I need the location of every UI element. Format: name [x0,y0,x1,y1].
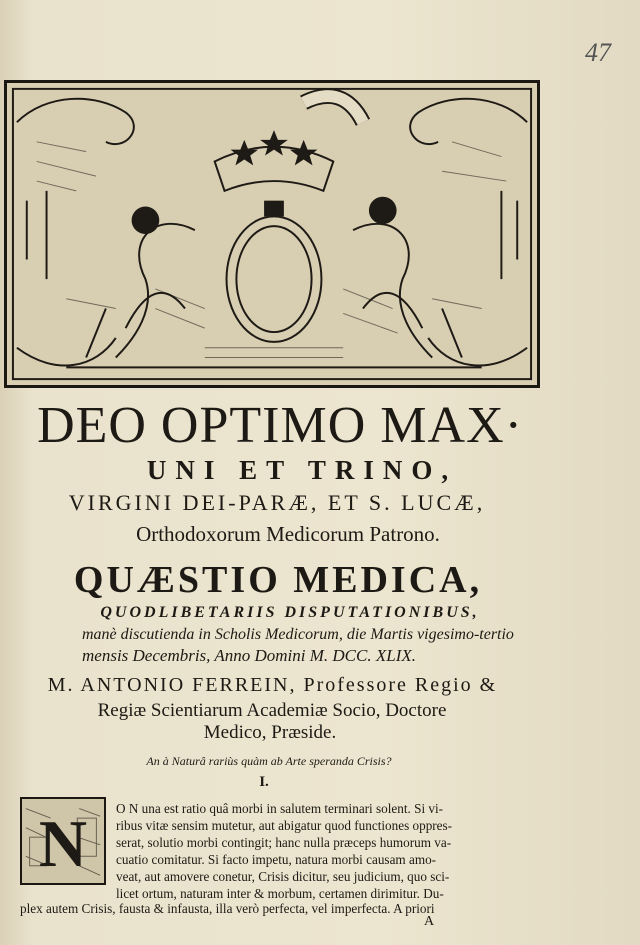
body-line: cuatio comitatur. Si facto impetu, natura morbi causam amo- [116,852,437,867]
body-line: ribus vitæ sensim mutetur, aut abigatur quod functiones oppres- [116,818,453,833]
decorated-initial [20,797,106,885]
presider-line-1: M. ANTONIO FERREIN, Professore Regio & [47,674,498,696]
body-line: licet ortum, naturam inter & morbum, certamen dirimitur. Du- [116,886,444,901]
body-line: veat, aut amovere conetur, Crisis dicitur, seu judicium, quo sci- [116,869,450,884]
woodcut-illustration [4,80,540,388]
dedication-line-3: VIRGINI DEI-PARÆ, ET S. LUCÆ, [68,490,486,515]
initial-letter: N [38,807,88,881]
dedication-line-2: UNI ET TRINO, [146,455,458,485]
body-line: O N una est ratio quâ morbi in salutem terminari solent. Si vi- [116,801,444,816]
page-number: 47 [585,38,611,67]
signature-mark: A [424,914,435,929]
subtitle-line-1: QUODLIBETARIIS DISPUTATIONIBUS, [100,604,480,621]
dedication-line-4: Orthodoxorum Medicorum Patrono. [136,522,440,546]
question-heading: An à Naturâ rariùs quàm ab Arte speranda Crisis? [146,754,392,768]
presider-line-2: Regiæ Scientiarum Academiæ Socio, Doctore [97,700,447,721]
page-title: QUÆSTIO MEDICA, [73,559,483,601]
body-line: plex autem Crisis, fausta & infausta, illa verò perfecta, vel imperfecta. A priori [20,901,435,916]
subtitle-line-3: mensis Decembris, Anno Domini M. DCC. XLIX. [82,646,416,665]
dedication-heading: DEO OPTIMO MAX· [37,397,523,454]
subtitle-line-2: manè discutienda in Scholis Medicorum, die Martis vigesimo-tertio [82,626,514,643]
section-number: I. [259,774,269,790]
body-line: serat, solutio morbi contingit; hanc nulla præceps humorum va- [116,835,452,850]
presider-line-3: Medico, Præside. [203,722,337,743]
